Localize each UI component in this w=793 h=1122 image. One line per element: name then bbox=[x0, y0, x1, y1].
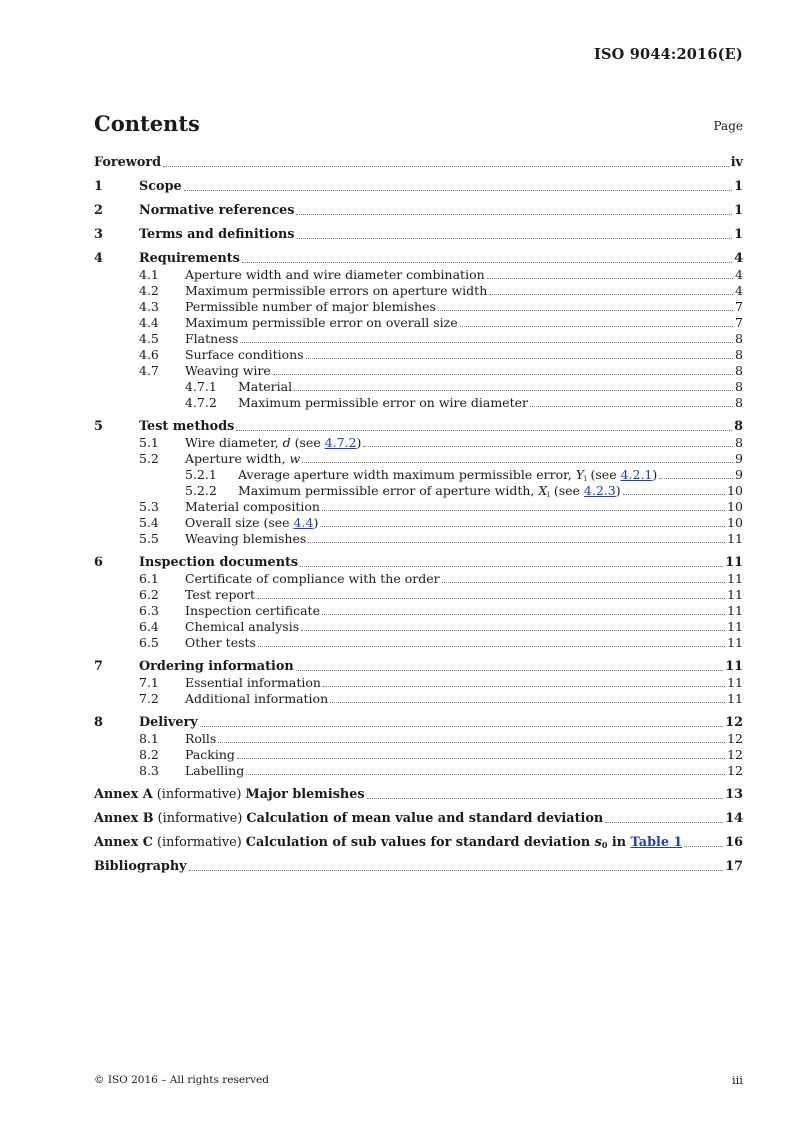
toc-page: 4 bbox=[735, 283, 743, 298]
dot-leader bbox=[297, 235, 733, 239]
toc-page: 11 bbox=[727, 635, 743, 650]
toc-title: Inspection certificate bbox=[185, 603, 320, 618]
toc-title: Overall size (see 4.4) bbox=[185, 515, 319, 530]
toc-number: 6.3 bbox=[139, 603, 159, 618]
toc-title: Foreword bbox=[94, 155, 162, 170]
toc-entry-8-1[interactable] bbox=[94, 731, 743, 747]
dot-leader bbox=[296, 667, 724, 671]
dot-leader bbox=[623, 491, 726, 495]
dot-leader bbox=[273, 371, 733, 375]
dot-leader bbox=[189, 867, 724, 871]
toc-entry-4-4[interactable] bbox=[94, 315, 743, 331]
toc-number: 8 bbox=[94, 715, 103, 730]
toc-page: 8 bbox=[735, 347, 743, 362]
dot-leader bbox=[322, 507, 725, 511]
toc-number: 5.5 bbox=[139, 531, 159, 546]
toc-number: 6.1 bbox=[139, 571, 159, 586]
toc-entry-5-1[interactable] bbox=[94, 435, 743, 451]
toc-page: 8 bbox=[735, 331, 743, 346]
toc-number: 6.4 bbox=[139, 619, 159, 634]
toc-title: Maximum permissible errors on aperture width bbox=[185, 283, 488, 298]
dot-leader bbox=[306, 355, 733, 359]
toc-entry-bibliography[interactable] bbox=[94, 859, 743, 875]
toc-page: 10 bbox=[727, 483, 743, 498]
toc-page: 14 bbox=[725, 811, 743, 826]
toc-title: Surface conditions bbox=[185, 347, 304, 362]
toc-entry-4-1[interactable] bbox=[94, 267, 743, 283]
toc-number: 6 bbox=[94, 555, 103, 570]
dot-leader bbox=[442, 579, 726, 583]
toc-entry-ordering-information[interactable] bbox=[94, 659, 743, 675]
toc-title: Test methods bbox=[139, 419, 235, 434]
toc-page: 8 bbox=[735, 379, 743, 394]
toc-entry-scope[interactable] bbox=[94, 179, 743, 195]
dot-leader bbox=[438, 307, 733, 311]
dot-leader bbox=[300, 563, 723, 567]
toc-page: 1 bbox=[734, 227, 743, 242]
toc-entry-annex-b[interactable] bbox=[94, 811, 743, 827]
toc-page: 12 bbox=[727, 731, 743, 746]
toc-number: 4.2 bbox=[139, 283, 159, 298]
toc-title: Delivery bbox=[139, 715, 198, 730]
dot-leader bbox=[163, 163, 729, 167]
toc-title: Chemical analysis bbox=[185, 619, 300, 634]
dot-leader bbox=[367, 795, 724, 799]
toc-entry-6-3[interactable] bbox=[94, 603, 743, 619]
toc-page: 12 bbox=[727, 763, 743, 778]
cross-reference-link[interactable]: 4.2.3 bbox=[583, 483, 616, 498]
toc-title: Material composition bbox=[185, 499, 320, 514]
dot-leader bbox=[296, 211, 732, 215]
toc-title: Flatness bbox=[185, 331, 239, 346]
toc-page: 11 bbox=[727, 531, 743, 546]
toc-title: Average aperture width maximum permissible error, $Y_i$ (see 4.2.1) bbox=[238, 467, 658, 483]
dot-leader bbox=[236, 427, 732, 431]
toc-page: 11 bbox=[727, 691, 743, 706]
dot-leader bbox=[240, 339, 733, 343]
dot-leader bbox=[487, 275, 733, 279]
toc-entry-5-4[interactable] bbox=[94, 515, 743, 531]
toc-number: 7.2 bbox=[139, 691, 159, 706]
toc-page: 11 bbox=[727, 619, 743, 634]
standard-id: ISO 9044:2016(E) bbox=[594, 46, 743, 63]
toc-title: Ordering information bbox=[139, 659, 294, 674]
toc-title: Material bbox=[238, 379, 293, 394]
toc-entry-normative-references[interactable] bbox=[94, 203, 743, 219]
dot-leader bbox=[659, 475, 733, 479]
toc-page: 11 bbox=[727, 587, 743, 602]
toc-number: 4.5 bbox=[139, 331, 159, 346]
toc-entry-5-3[interactable] bbox=[94, 499, 743, 515]
toc-entry-7-1[interactable] bbox=[94, 675, 743, 691]
dot-leader bbox=[258, 643, 725, 647]
dot-leader bbox=[323, 683, 725, 687]
toc-entry-8-2[interactable] bbox=[94, 747, 743, 763]
toc-page: 8 bbox=[735, 395, 743, 410]
toc-title: Aperture width, w bbox=[185, 451, 301, 466]
toc-title: Aperture width and wire diameter combination bbox=[185, 267, 485, 282]
cross-reference-link[interactable]: 4.4 bbox=[293, 515, 314, 530]
toc-title: Weaving blemishes bbox=[185, 531, 307, 546]
toc-title: Requirements bbox=[139, 251, 240, 266]
toc-entry-6-4[interactable] bbox=[94, 619, 743, 635]
toc-page: 17 bbox=[725, 859, 743, 874]
dot-leader bbox=[302, 459, 733, 463]
toc-page: 8 bbox=[735, 363, 743, 378]
toc-page: 12 bbox=[725, 715, 743, 730]
toc-title: Permissible number of major blemishes bbox=[185, 299, 436, 314]
toc-number: 8.2 bbox=[139, 747, 159, 762]
toc-title: Other tests bbox=[185, 635, 256, 650]
toc-entry-6-1[interactable] bbox=[94, 571, 743, 587]
toc-page: 11 bbox=[725, 555, 743, 570]
toc-page: 16 bbox=[725, 835, 743, 850]
toc-title: Wire diameter, d (see 4.7.2) bbox=[185, 435, 362, 450]
toc-page: 10 bbox=[727, 499, 743, 514]
toc-number: 4.7.1 bbox=[185, 379, 217, 394]
toc-entry-4-2[interactable] bbox=[94, 283, 743, 299]
contents-title: Contents bbox=[94, 111, 200, 136]
toc-number: 4 bbox=[94, 251, 103, 266]
dot-leader bbox=[242, 259, 732, 263]
toc-entry-inspection-documents[interactable] bbox=[94, 555, 743, 571]
toc-page: 7 bbox=[735, 299, 743, 314]
toc-entry-4-7-2[interactable] bbox=[94, 395, 743, 411]
toc-number: 4.3 bbox=[139, 299, 159, 314]
toc-title: Annex A (informative) Major blemishes bbox=[94, 787, 365, 802]
toc-number: 5.1 bbox=[139, 435, 159, 450]
toc-page: 4 bbox=[734, 251, 743, 266]
toc-number: 8.3 bbox=[139, 763, 159, 778]
toc-page: 8 bbox=[734, 419, 743, 434]
toc-entry-annex-c[interactable] bbox=[94, 835, 743, 851]
toc-entry-6-5[interactable] bbox=[94, 635, 743, 651]
toc-title: Maximum permissible error on overall size bbox=[185, 315, 458, 330]
cross-reference-link[interactable]: 4.2.1 bbox=[620, 467, 653, 482]
toc-title: Certificate of compliance with the order bbox=[185, 571, 440, 586]
toc-title: Inspection documents bbox=[139, 555, 299, 570]
toc-page: 1 bbox=[734, 179, 743, 194]
cross-reference-link[interactable]: Table 1 bbox=[630, 835, 683, 850]
toc-entry-terms-definitions[interactable] bbox=[94, 227, 743, 243]
toc-entry-6-2[interactable] bbox=[94, 587, 743, 603]
toc-page: 4 bbox=[735, 267, 743, 282]
dot-leader bbox=[363, 443, 733, 447]
toc-entry-4-5[interactable] bbox=[94, 331, 743, 347]
dot-leader bbox=[218, 739, 725, 743]
cross-reference-link[interactable]: 4.7.2 bbox=[324, 435, 357, 450]
toc-number: 7.1 bbox=[139, 675, 159, 690]
dot-leader bbox=[684, 843, 723, 847]
toc-page: 1 bbox=[734, 203, 743, 218]
toc-number: 5.4 bbox=[139, 515, 159, 530]
toc-page: 11 bbox=[727, 675, 743, 690]
dot-leader bbox=[308, 539, 725, 543]
toc-page: iv bbox=[730, 155, 743, 170]
toc-entry-5-2-1[interactable] bbox=[94, 467, 743, 483]
toc-number: 6.2 bbox=[139, 587, 159, 602]
toc-title: Essential information bbox=[185, 675, 321, 690]
toc-number: 6.5 bbox=[139, 635, 159, 650]
toc-page: 11 bbox=[727, 603, 743, 618]
toc-number: 4.7.2 bbox=[185, 395, 217, 410]
dot-leader bbox=[294, 387, 733, 391]
toc-entry-7-2[interactable] bbox=[94, 691, 743, 707]
toc-title: Normative references bbox=[139, 203, 295, 218]
toc-title: Packing bbox=[185, 747, 235, 762]
toc-entry-5-5[interactable] bbox=[94, 531, 743, 547]
toc-number: 4.4 bbox=[139, 315, 159, 330]
toc-number: 5.2 bbox=[139, 451, 159, 466]
toc-title: Maximum permissible error of aperture width, $X_i$ (see 4.2.3) bbox=[238, 483, 621, 499]
toc-page: 13 bbox=[725, 787, 743, 802]
dot-leader bbox=[320, 523, 725, 527]
toc-entry-4-7-1[interactable] bbox=[94, 379, 743, 395]
toc-title: Weaving wire bbox=[185, 363, 271, 378]
toc-page: 7 bbox=[735, 315, 743, 330]
toc-number: 8.1 bbox=[139, 731, 159, 746]
toc-title: Annex C (informative) Calculation of sub values for standard deviation $s_0$ in Table 1 bbox=[94, 835, 683, 850]
dot-leader bbox=[246, 771, 725, 775]
dot-leader bbox=[200, 723, 723, 727]
dot-leader bbox=[322, 611, 725, 615]
toc-title: Terms and definitions bbox=[139, 227, 295, 242]
dot-leader bbox=[257, 595, 725, 599]
page-column-label: Page bbox=[713, 119, 743, 133]
toc-title: Test report bbox=[185, 587, 256, 602]
copyright-notice: © ISO 2016 – All rights reserved bbox=[94, 1074, 269, 1086]
toc-entry-5-2-2[interactable] bbox=[94, 483, 743, 499]
toc-page: 11 bbox=[727, 571, 743, 586]
toc-number: 5 bbox=[94, 419, 103, 434]
dot-leader bbox=[460, 323, 733, 327]
dot-leader bbox=[301, 627, 725, 631]
toc-number: 4.1 bbox=[139, 267, 159, 282]
toc-title: Labelling bbox=[185, 763, 245, 778]
dot-leader bbox=[184, 187, 732, 191]
toc-number: 5.2.2 bbox=[185, 483, 217, 498]
toc-number: 2 bbox=[94, 203, 103, 218]
toc-entry-4-6[interactable] bbox=[94, 347, 743, 363]
dot-leader bbox=[330, 699, 725, 703]
toc-page: 10 bbox=[727, 515, 743, 530]
toc-entry-8-3[interactable] bbox=[94, 763, 743, 779]
toc-number: 5.3 bbox=[139, 499, 159, 514]
toc-title: Scope bbox=[139, 179, 182, 194]
dot-leader bbox=[530, 403, 733, 407]
toc-entry-annex-a[interactable] bbox=[94, 787, 743, 803]
toc-title: Bibliography bbox=[94, 859, 187, 874]
toc-title: Annex B (informative) Calculation of mean value and standard deviation bbox=[94, 811, 604, 826]
toc-page: 9 bbox=[735, 451, 743, 466]
dot-leader bbox=[605, 819, 723, 823]
toc-number: 7 bbox=[94, 659, 103, 674]
toc-title: Rolls bbox=[185, 731, 217, 746]
toc-page: 12 bbox=[727, 747, 743, 762]
toc-entry-requirements[interactable] bbox=[94, 251, 743, 267]
toc-title: Maximum permissible error on wire diameter bbox=[238, 395, 528, 410]
toc-number: 4.7 bbox=[139, 363, 159, 378]
toc-entry-4-7[interactable] bbox=[94, 363, 743, 379]
toc-number: 5.2.1 bbox=[185, 467, 217, 482]
toc-page: 9 bbox=[735, 467, 743, 482]
page-number: iii bbox=[731, 1073, 743, 1087]
toc-entry-foreword[interactable] bbox=[94, 155, 743, 171]
toc-entry-test-methods[interactable] bbox=[94, 419, 743, 435]
toc-page: 8 bbox=[735, 435, 743, 450]
toc-entry-delivery[interactable] bbox=[94, 715, 743, 731]
toc-number: 1 bbox=[94, 179, 103, 194]
toc-number: 3 bbox=[94, 227, 103, 242]
toc-page: 11 bbox=[725, 659, 743, 674]
toc-entry-5-2[interactable] bbox=[94, 451, 743, 467]
toc-number: 4.6 bbox=[139, 347, 159, 362]
dot-leader bbox=[237, 755, 725, 759]
toc-title: Additional information bbox=[185, 691, 329, 706]
dot-leader bbox=[489, 291, 733, 295]
toc-entry-4-3[interactable] bbox=[94, 299, 743, 315]
